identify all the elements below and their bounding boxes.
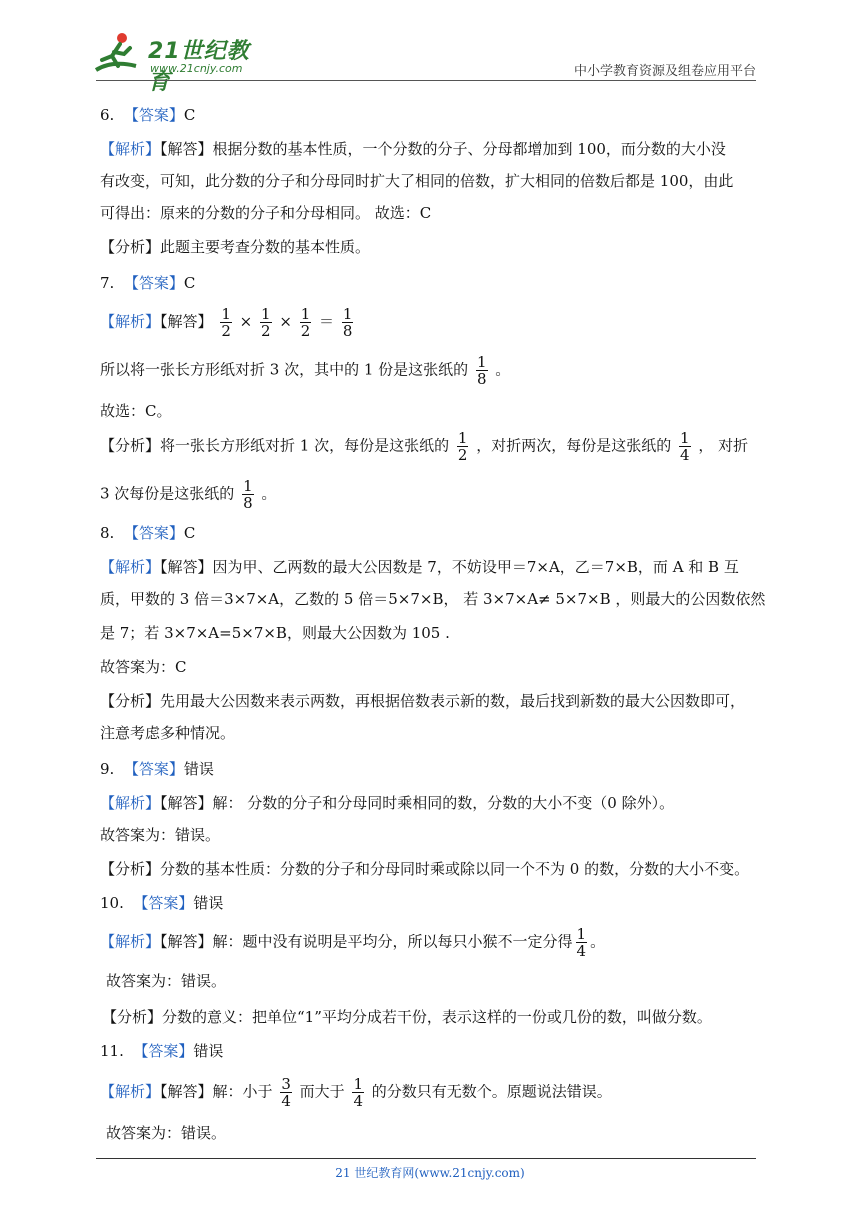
q6-solution-line-3: 可得出：原来的分数的分子和分母相同。 故选：C <box>100 204 432 222</box>
header-divider <box>96 80 756 81</box>
q9-text-1: 解： 分数的分子和分母同时乘相同的数，分数的大小不变（0 除外）。 <box>212 794 675 812</box>
q7-answer-line <box>100 268 195 298</box>
solution-tag: 【解答】 <box>160 794 213 812</box>
q9-analysis-line <box>100 854 749 884</box>
fenxi-tag: 【分析】 <box>100 860 161 878</box>
logo-url: www.21cnjy.com <box>150 62 243 75</box>
q11-solution-line-1 <box>100 1076 612 1109</box>
q6-solution-line-1 <box>100 134 726 164</box>
fraction-numerator: 1 <box>476 353 487 371</box>
q9-answer: 错误 <box>183 760 214 778</box>
fenxi-tag: 【分析】 <box>100 436 161 455</box>
fraction-numerator: 1 <box>243 477 253 495</box>
fraction-denominator: 4 <box>576 942 587 960</box>
analysis-tag: 【解析】 <box>100 312 161 331</box>
fraction-denominator: 2 <box>221 322 231 340</box>
fraction-half <box>260 306 272 339</box>
fenxi-tag: 【分析】 <box>102 1008 163 1026</box>
fraction-denominator: 2 <box>457 446 468 464</box>
q9-solution-line-2: 故答案为：错误。 <box>100 826 221 844</box>
q8-solution-line-3: 是 7；若 3×7×A=5×7×B，则最大公因数为 105 . <box>100 624 450 642</box>
fraction-numerator: 1 <box>221 305 231 323</box>
answer-tag: 【答案】 <box>133 1042 194 1060</box>
q6-solution-line-2: 有改变，可知，此分数的分子和分母同时扩大了相同的倍数，扩大相同的倍数后都是 100，由此 <box>100 172 734 190</box>
fraction-denominator: 2 <box>261 322 271 340</box>
period: 。 <box>495 360 511 379</box>
fraction-denominator: 8 <box>243 494 253 512</box>
q7-analysis-2: ，对折两次，每份是这张纸的 <box>476 436 672 455</box>
q9-number: 9. <box>100 760 115 778</box>
fraction-half <box>220 306 232 339</box>
fenxi-tag: 【分析】 <box>100 692 161 710</box>
q6-text-1: 根据分数的基本性质，一个分数的分子、分母都增加到 100，而分数的大小没 <box>212 140 726 158</box>
q8-analysis-line-1 <box>100 686 745 716</box>
q7-analysis-4: 3 次每份是这张纸的 <box>100 484 235 503</box>
q8-analysis-1: 先用最大公因数来表示两数，再根据倍数表示新的数，最后找到新数的最大公因数即可， <box>160 692 746 710</box>
q7-answer: C <box>183 274 196 292</box>
q7-number: 7. <box>100 274 115 292</box>
fraction-eighth <box>342 306 354 339</box>
analysis-tag: 【解析】 <box>100 932 161 951</box>
q7-analysis-1: 将一张长方形纸对折 1 次，每份是这张纸的 <box>160 436 450 455</box>
q7-analysis-3: ， 对折 <box>698 436 749 455</box>
answer-tag: 【答案】 <box>133 894 194 912</box>
answer-tag: 【答案】 <box>123 106 184 124</box>
q8-answer: C <box>183 524 196 542</box>
q10-analysis-1: 分数的意义：把单位“1”平均分成若干份，表示这样的一份或几份的数，叫做分数。 <box>162 1008 712 1026</box>
q9-solution-line-1 <box>100 788 674 818</box>
times-sign: × <box>239 312 253 331</box>
period: 。 <box>261 484 277 503</box>
fraction-denominator: 2 <box>300 322 311 340</box>
q7-text-2: 所以将一张长方形纸对折 3 次，其中的 1 份是这张纸的 <box>100 360 469 379</box>
answer-tag: 【答案】 <box>123 760 184 778</box>
fraction-numerator: 1 <box>353 1075 363 1093</box>
fraction-numerator: 1 <box>300 305 311 323</box>
fraction-numerator: 1 <box>576 925 587 943</box>
footer-text: 21 世纪教育网(www.21cnjy.com) <box>335 1166 525 1180</box>
q11-answer: 错误 <box>193 1042 224 1060</box>
q6-answer: C <box>183 106 196 124</box>
q6-answer-line <box>100 100 195 130</box>
fraction-denominator: 8 <box>476 370 487 388</box>
q7-analysis-line-2 <box>100 478 276 511</box>
q11-text-1a: 解：小于 <box>212 1082 273 1101</box>
fraction-denominator: 4 <box>353 1092 363 1110</box>
q8-text-1: 因为甲、乙两数的最大公因数是 7，不妨设甲＝7×A，乙＝7×B，而 A 和 B 互 <box>212 558 739 576</box>
period: 。 <box>590 932 606 951</box>
analysis-tag: 【解析】 <box>100 558 161 576</box>
footer-divider <box>96 1158 756 1159</box>
fraction-quarter <box>352 1076 364 1109</box>
fraction-quarter <box>576 926 588 959</box>
q11-answer-line <box>100 1036 223 1066</box>
analysis-tag: 【解析】 <box>100 140 161 158</box>
q7-solution-line-2 <box>100 354 510 387</box>
page-header <box>0 0 860 95</box>
q9-answer-line <box>100 754 214 784</box>
q7-solution-line-3: 故选：C。 <box>100 402 172 420</box>
solution-tag: 【解答】 <box>160 932 213 951</box>
times-sign: × <box>279 312 292 331</box>
q7-analysis-line-1 <box>100 430 748 463</box>
q9-analysis-1: 分数的基本性质：分数的分子和分母同时乘或除以同一个不为 0 的数，分数的大小不变。 <box>160 860 750 878</box>
fraction-quarter <box>679 430 691 463</box>
q8-analysis-line-2: 注意考虑多种情况。 <box>100 724 236 742</box>
solution-tag: 【解答】 <box>160 1082 213 1101</box>
fenxi-tag: 【分析】 <box>100 238 161 256</box>
fraction-half <box>300 306 312 339</box>
site-logo[interactable] <box>92 30 262 95</box>
q8-solution-line-2: 质，甲数的 3 倍＝3×7×A，乙数的 5 倍＝5×7×B， 若 3×7×A≠ 5×7×B ，则最大的公因数依然 <box>100 590 766 608</box>
q11-text-1c: 的分数只有无数个。原题说法错误。 <box>371 1082 612 1101</box>
q8-answer-line <box>100 518 195 548</box>
fraction-denominator: 8 <box>342 322 353 340</box>
fraction-numerator: 1 <box>457 429 468 447</box>
q8-solution-line-4: 故答案为：C <box>100 658 187 676</box>
fraction-three-quarters <box>280 1076 292 1109</box>
runner-logo-icon <box>92 30 144 78</box>
q11-text-1b: 而大于 <box>299 1082 345 1101</box>
q11-solution-line-2: 故答案为：错误。 <box>106 1124 227 1142</box>
q10-answer-line <box>100 888 223 918</box>
q10-answer: 错误 <box>193 894 224 912</box>
q11-number: 11. <box>100 1042 124 1060</box>
analysis-tag: 【解析】 <box>100 1082 161 1101</box>
q6-analysis-line <box>100 232 370 262</box>
answer-tag: 【答案】 <box>123 524 184 542</box>
q10-text-1: 解：题中没有说明是平均分，所以每只小猴不一定分得 <box>212 932 573 951</box>
answer-tag: 【答案】 <box>123 274 184 292</box>
fraction-eighth <box>242 478 254 511</box>
fraction-half <box>457 430 469 463</box>
equals-sign: ＝ <box>319 312 335 331</box>
solution-tag: 【解答】 <box>160 312 213 331</box>
fraction-denominator: 4 <box>680 446 690 464</box>
fraction-numerator: 1 <box>342 305 353 323</box>
solution-tag: 【解答】 <box>160 140 213 158</box>
q8-solution-line-1 <box>100 552 739 582</box>
analysis-tag: 【解析】 <box>100 794 161 812</box>
q6-number: 6. <box>100 106 115 124</box>
fraction-denominator: 4 <box>281 1092 291 1110</box>
q6-analysis: 此题主要考查分数的基本性质。 <box>160 238 371 256</box>
fraction-numerator: 3 <box>281 1075 291 1093</box>
fraction-numerator: 1 <box>680 429 690 447</box>
q10-solution-line-2: 故答案为：错误。 <box>106 972 227 990</box>
fraction-eighth <box>476 354 488 387</box>
q10-analysis-line <box>102 1002 712 1032</box>
q8-number: 8. <box>100 524 115 542</box>
q10-number: 10. <box>100 894 124 912</box>
solution-tag: 【解答】 <box>160 558 213 576</box>
q10-solution-line-1 <box>100 926 605 959</box>
header-tagline: 中小学教育资源及组卷应用平台 <box>573 64 756 79</box>
q7-solution-line-1 <box>100 306 356 339</box>
logo-title: 21世纪教育 <box>148 39 250 95</box>
fraction-numerator: 1 <box>261 305 271 323</box>
